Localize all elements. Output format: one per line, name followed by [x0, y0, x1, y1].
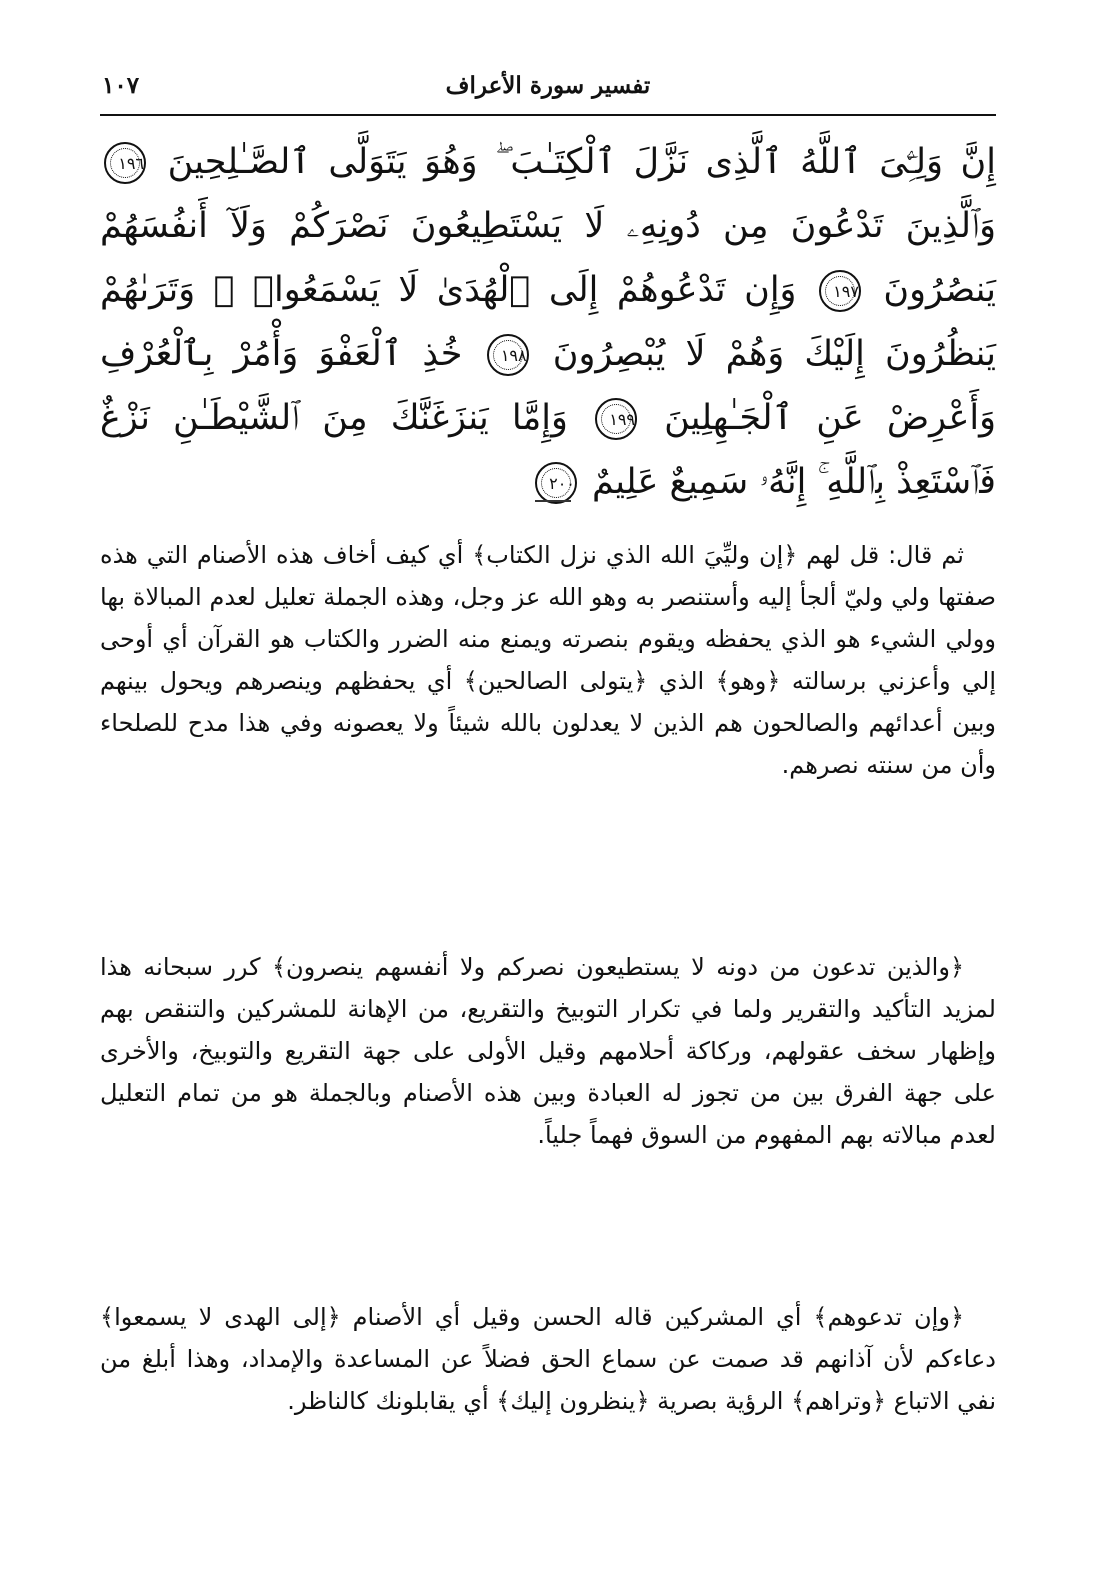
surah-title: تفسير سورة الأعراف [445, 72, 651, 99]
commentary-paragraph [100, 534, 996, 786]
commentary-paragraph [100, 946, 996, 1156]
verse-number-marker: ١٩٨ [487, 334, 529, 376]
paragraph-text: ﴿وإن تدعوهم﴾ أي المشركين قاله الحسن وقيل أي الأصنام ﴿إلى الهدى لا يسمعوا﴾ دعاءكم لأن آذانهم قد صمت عن سماع الحق فضلاً عن المساعدة والإمداد، وهذا أبلغ من نفي الاتباع ﴿وتراهم﴾ الرؤية بصرية ﴿ينظرون إليك﴾ أي يقابلونك كالناظر. [100, 1303, 996, 1415]
verse-text: وَإِن تَدْعُوهُمْ إِلَى ٱلْهُدَىٰ لَا يَسْمَعُوا۟ ۖ وَتَرَىٰهُمْ يَنظُرُونَ إِلَيْكَ وَهُمْ لَا يُبْصِرُونَ [100, 270, 996, 374]
paragraph-text: ثم قال: قل لهم ﴿إن وليِّيَ الله الذي نزل الكتاب﴾ أي كيف أخاف هذه الأصنام التي هذه صفتها ولي وليّ ألجأ إليه وأستنصر به وهو الله عز وجل، وهذه الجملة تعليل لعدم المبالاة بها وولي الشيء هو الذي يحفظه ويقوم بنصرته ويمنع منه الضرر والكتاب هو القرآن أي أوحى إلي وأعزني برسالته ﴿وهو﴾ الذي ﴿يتولى الصالحين﴾ أي يحفظهم وينصرهم ويحول بينهم وبين أعدائهم والصالحون هم الذين لا يعدلون بالله شيئاً ولا يعصونه وفي هذا مدح للصلحاء وأن من سنته نصرهم. [100, 541, 996, 779]
verse-number-marker: ٢٠٠ [535, 462, 577, 504]
page-number: ١٠٧ [102, 72, 140, 99]
running-header [100, 70, 996, 110]
paragraph-text: ﴿والذين تدعون من دونه لا يستطيعون نصركم ولا أنفسهم ينصرون﴾ كرر سبحانه هذا لمزيد التأكيد والتقرير ولما في تكرار التوبيخ والتقريع، من الإهانة للمشركين والتنقص بهم وإظهار سخف عقولهم، وركاكة أحلامهم وقيل الأولى على جهة التقريع والتوبيخ، والأخرى على جهة الفرق بين من تجوز له العبادة وبين هذه الأصنام وبالجملة هو من تمام التعليل لعدم مبالاته بهم المفهوم من السوق فهماً جلياً. [100, 953, 996, 1149]
quran-verses-block [100, 130, 996, 514]
verse-text: وَإِمَّا يَنزَغَنَّكَ مِنَ ٱلشَّيْطَـٰنِ نَزْغٌ فَٱسْتَعِذْ بِٱللَّهِ ۚ إِنَّهُۥ سَمِيعٌ عَلِيمٌ [100, 398, 996, 502]
verse-text: إِنَّ وَلِـِّۧىَ ٱللَّهُ ٱلَّذِى نَزَّلَ ٱلْكِتَـٰبَ ۖ وَهُوَ يَتَوَلَّى ٱلصَّـٰلِحِينَ [167, 142, 996, 182]
verse-number-marker: ١٩٧ [819, 270, 861, 312]
verse-text: خُذِ ٱلْعَفْوَ وَأْمُرْ بِٱلْعُرْفِ وَأَعْرِضْ عَنِ ٱلْجَـٰهِلِينَ [100, 334, 996, 438]
verse-text: وَٱلَّذِينَ تَدْعُونَ مِن دُونِهِۦ لَا يَسْتَطِيعُونَ نَصْرَكُمْ وَلَآ أَنفُسَهُمْ يَنصُرُونَ [100, 206, 996, 310]
header-rule [100, 114, 996, 116]
verse-number-marker: ١٩٦ [104, 142, 146, 184]
commentary-paragraph [100, 1296, 996, 1422]
section-divider [535, 500, 571, 502]
verse-number-marker: ١٩٩ [595, 398, 637, 440]
